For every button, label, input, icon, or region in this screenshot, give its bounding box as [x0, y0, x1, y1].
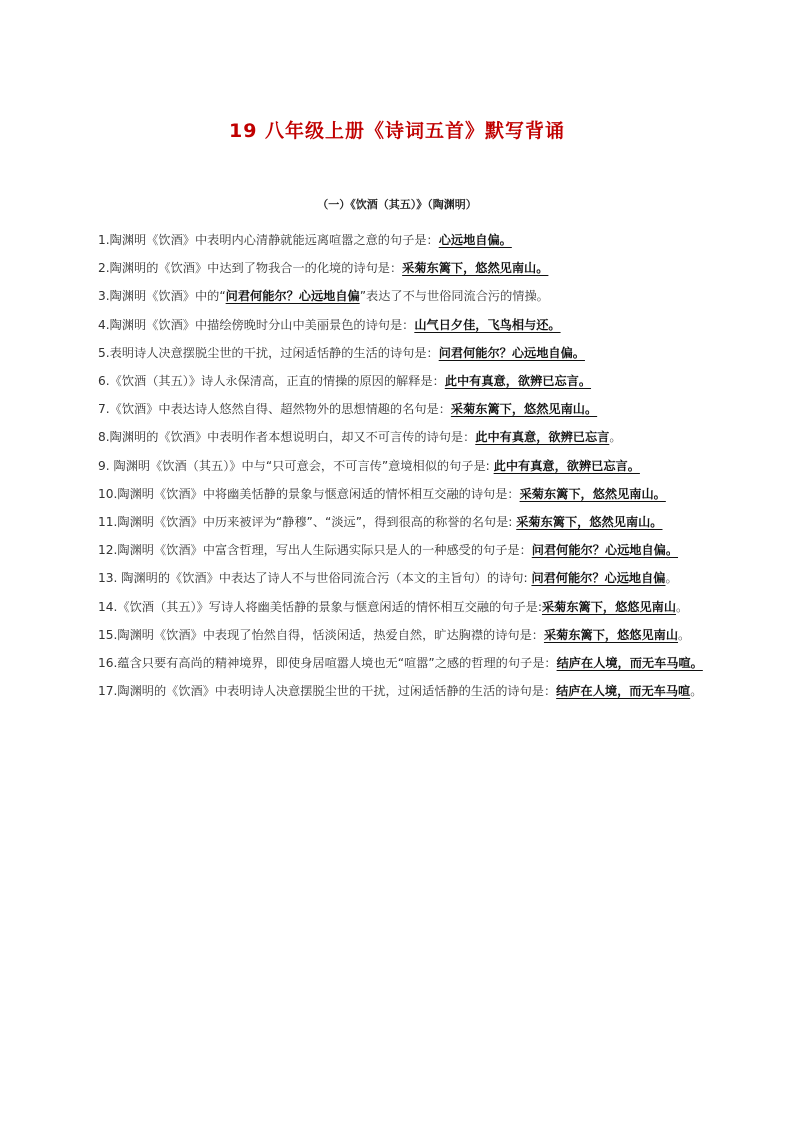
- answer-text: 采菊东篱下，悠然见南山。: [519, 486, 666, 501]
- answer-text: 此中有真意，欲辨已忘言。: [493, 458, 640, 473]
- question-text: 9. 陶渊明《饮酒（其五）》中与“只可意会，不可言传”意境相似的句子是:: [98, 458, 494, 473]
- question-tail: 。: [690, 684, 703, 699]
- question-text: 1.陶渊明《饮酒》中表明内心清静就能远离喧嚣之意的句子是：: [98, 233, 439, 247]
- answer-text: 采菊东篱下，悠悠见南山: [543, 627, 679, 642]
- question-item: [72, 621, 727, 649]
- question-text: 12.陶渊明《饮酒》中富含哲理，写出人生际遇实际只是人的一种感受的句子是：: [98, 543, 532, 558]
- question-text: 4.陶渊明《饮酒》中描绘傍晚时分山中美丽景色的诗句是：: [98, 317, 415, 332]
- answer-text: 心远地自偏。: [438, 233, 512, 247]
- question-tail: 。: [665, 571, 678, 586]
- question-text: 5.表明诗人决意摆脱尘世的干扰，过闲适恬静的生活的诗句是：: [98, 345, 439, 360]
- question-item: [72, 254, 727, 282]
- question-text: 10.陶渊明《饮酒》中将幽美恬静的景象与惬意闲适的情怀相互交融的诗句是：: [98, 486, 520, 501]
- answer-text: 问君何能尔？心远地自偏: [531, 571, 666, 586]
- question-text: 3.陶渊明《饮酒》中的“: [98, 289, 226, 304]
- question-item: [72, 226, 727, 254]
- question-text: 13. 陶渊明的《饮酒》中表达了诗人不与世俗同流合污（本文的主旨句）的诗句:: [98, 571, 532, 586]
- question-item: [72, 536, 727, 564]
- answer-text: 结庐在人境，而无车马喧。: [556, 656, 703, 671]
- question-item: [72, 452, 727, 480]
- question-text: 2.陶渊明的《饮酒》中达到了物我合一的化境的诗句是：: [98, 261, 403, 276]
- answer-text: 此中有真意，欲辨已忘言。: [444, 374, 592, 389]
- answer-text: 问君何能尔？心远地自偏: [225, 289, 360, 304]
- answer-text: 采菊东篱下，悠然见南山。: [516, 515, 663, 530]
- question-item: [72, 480, 727, 508]
- question-list: [72, 226, 727, 705]
- page-title: 19 八年级上册《诗词五首》默写背诵: [228, 120, 566, 142]
- question-item: [72, 395, 727, 423]
- question-item: [72, 311, 727, 339]
- question-item: [72, 593, 727, 621]
- answer-text: 问君何能尔？心远地自偏。: [531, 543, 679, 558]
- question-item: [72, 339, 727, 367]
- question-text: 17.陶渊明的《饮酒》中表明诗人决意摆脱尘世的干扰，过闲适恬静的生活的诗句是：: [98, 684, 557, 699]
- question-tail: 。: [609, 430, 622, 445]
- answer-text: 采菊东篱下，悠然见南山。: [450, 402, 598, 417]
- answer-text: 采菊东篱下，悠悠见南山: [541, 599, 677, 614]
- question-text: 14.《饮酒（其五）》写诗人将幽美恬静的景象与惬意闲适的情怀相互交融的句子是:: [98, 599, 542, 614]
- answer-text: 结庐在人境，而无车马喧: [556, 684, 691, 699]
- question-text: 8.陶渊明的《饮酒》中表明作者本想说明白，却又不可言传的诗句是：: [98, 430, 476, 445]
- answer-text: 采菊东篱下，悠然见南山。: [402, 261, 549, 276]
- question-item: [72, 649, 727, 677]
- question-item: [72, 564, 727, 592]
- section-heading: （一）《饮酒（其五）》（陶渊明）: [317, 198, 477, 211]
- question-tail: 。: [676, 599, 689, 614]
- question-item: [72, 423, 727, 451]
- question-text: 6.《饮酒（其五）》诗人永保清高，正直的情操的原因的解释是：: [98, 374, 445, 389]
- question-text: 15.陶渊明《饮酒》中表现了怡然自得，恬淡闲适，热爱自然，旷达胸襟的诗句是：: [98, 627, 544, 642]
- question-tail: ”表达了不与世俗同流合污的情操。: [359, 289, 549, 304]
- answer-text: 问君何能尔？心远地自偏。: [438, 345, 585, 360]
- question-item: [72, 677, 727, 705]
- question-text: 7.《饮酒》中表达诗人悠然自得、超然物外的思想情趣的名句是：: [98, 402, 451, 417]
- question-item: [72, 367, 727, 395]
- question-item: [72, 508, 727, 536]
- answer-text: 此中有真意，欲辨已忘言: [475, 430, 610, 445]
- question-item: [72, 282, 727, 310]
- answer-text: 山气日夕佳，飞鸟相与还。: [414, 317, 561, 332]
- question-text: 11.陶渊明《饮酒》中历来被评为“静穆”、“淡远”，得到很高的称誉的名句是:: [98, 515, 517, 530]
- question-text: 16.蕴含只要有高尚的精神境界，即使身居喧嚣人境也无“喧嚣”之感的哲理的句子是：: [98, 656, 557, 671]
- question-tail: 。: [678, 627, 691, 642]
